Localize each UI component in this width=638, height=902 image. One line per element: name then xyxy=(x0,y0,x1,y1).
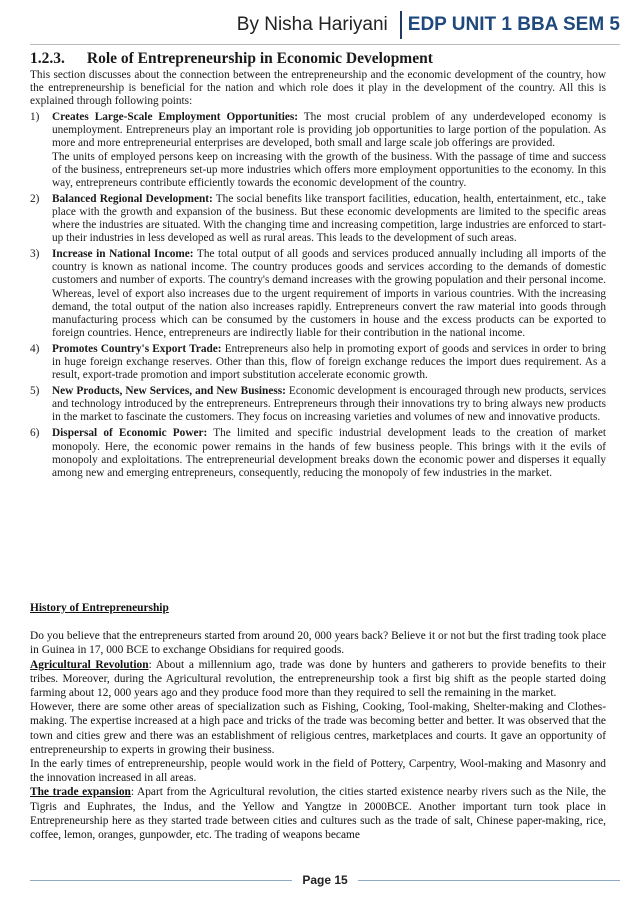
list-item xyxy=(30,343,606,382)
history-paragraph: However, there are some other areas of specialization such as Fishing, Cooking, Tool-making, Shelter-making and Clothes-making. The expertise increased at a high pace and tricks of the trade was becoming better and better. It was observed that the town and cities grew and there was an establishment of religious centres, marketplaces and courts. It gave an opportunity of entrepreneurship to experts in growing their business. xyxy=(30,701,606,756)
list-item xyxy=(30,385,606,424)
section-title xyxy=(30,50,606,67)
item-heading: Balanced Regional Development: xyxy=(52,192,213,205)
item-number: 3) xyxy=(30,248,40,261)
item-number: 4) xyxy=(30,342,40,355)
item-number: 6) xyxy=(30,427,40,440)
item-text: The social benefits like transport facilities, education, health, entertainment, etc., take place with the growth and expansion of the business. But these economic developments are limited to the specific areas where the industries are situated. With the changing time and increasing competition, large industries are enforced to start-up their industries in less developed as well as rural areas. This leads to the development of such areas. xyxy=(52,192,606,245)
item-text: Economic development is encouraged through new products, services and technology introduced by the entrepreneurs. Entrepreneurs through their innovations try to bring always new products in the market to fascinate the customers. They focus on increasing varieties and volumes of new and innovative products. xyxy=(52,385,606,424)
section-number: 1.2.3. xyxy=(30,50,65,67)
item-heading: Increase in National Income: xyxy=(52,248,194,261)
history-paragraph xyxy=(30,658,606,701)
history-section xyxy=(30,601,606,842)
item-heading: Promotes Country's Export Trade: xyxy=(52,342,222,355)
page-number: Page 15 xyxy=(302,873,348,887)
list-item xyxy=(30,193,606,245)
item-heading: Dispersal of Economic Power: xyxy=(52,427,208,440)
list-item xyxy=(30,248,606,340)
scanned-section xyxy=(30,50,606,480)
subheading-trade: The trade expansion xyxy=(30,786,131,799)
course-title: EDP UNIT 1 BBA SEM 5 xyxy=(407,14,620,35)
item-number: 5) xyxy=(30,385,40,398)
item-text: Entrepreneurs also help in promoting export of goods and services in order to bring in huge foreign exchange reserves. Other than this, flow of foreign exchange reduces the import dues requirement. As a result, export-trade promotion and import substitution accelerate economic growth. xyxy=(52,342,606,382)
list-item xyxy=(30,427,606,479)
history-paragraph xyxy=(30,785,606,842)
history-text: : About a millennium ago, trade was done by hunters and gatherers to provide benefits to their tribes. Moreover, during the Agricultural revolution, the entrepreneurship took a first big shift as the people started doing farming about 12, 000 years ago and they produce food more than they required to sell the remaining in the market. xyxy=(30,658,607,700)
section-intro: This section discusses about the connection between the entrepreneurship and the economic development of the country, how the entrepreneurship is beneficial for the nation and which role does it play in the development of the country. All this is explained through following points: xyxy=(30,69,606,108)
item-heading: New Products, New Services, and New Business: xyxy=(52,385,286,398)
history-paragraph: In the early times of entrepreneurship, people would work in the field of Pottery, Carpentry, Wool-making and Masonry and the innovation increased in all areas. xyxy=(30,758,606,785)
section-title-text: Role of Entrepreneurship in Economic Development xyxy=(86,50,433,67)
list-item xyxy=(30,111,606,150)
item-text: The total output of all goods and services produced annually including all imports of the country is known as national income. The country produces goods and services according to the demands of domestic customers and number of exports. The country's demand increases with the growing population and their personal income. Whereas, level of export also increases due to the urgent requirement of imports in various countries. With the increasing demand, the total output of the nation also increases rapidly. Entrepreneurs convert the raw material into goods through manufacturing process which can be consumed by the customers in house and the excess products can be exported to foreign countries. Hence, entrepreneurs are indirectly liable for their contribution in the national income. xyxy=(52,248,606,339)
item-extra-text: The units of employed persons keep on increasing with the growth of the business. With the passage of time and success of the business, entrepreneurs set-up more industries which offers more employment opportunities to the economy. In this way, entrepreneurs contribute efficiently towards the economic development of the country. xyxy=(52,150,606,189)
history-paragraph: Do you believe that the entrepreneurs started from around 20, 000 years back? Believe it or not but the first trading took place in Guinea in 17, 000 BCE to exchange Obsidians for required goods. xyxy=(30,630,606,657)
footer-rule-right xyxy=(358,880,620,881)
item-text: The limited and specific industrial development leads to the creation of market monopoly. Here, the economic power remains in the hands of few business people. This brings with it the evils of monopoly and exploitations. The entrepreneurial development breaks down the economic power and disperses it equally among new and emerging entrepreneurs, consequently, reducing the monopoly of few industries in the market. xyxy=(52,427,606,479)
item-text: The most crucial problem of any underdeveloped economy is unemployment. Entrepreneurs play an important role is providing job opportunities to large portion of the population. As more and more entrepreneurial enterprises are developed, both small and large scale job offerings are provided. xyxy=(52,111,606,150)
header-rule xyxy=(30,44,620,45)
item-number: 1) xyxy=(30,111,40,124)
item-number: 2) xyxy=(30,192,40,205)
footer-rule-left xyxy=(30,880,292,881)
page-header xyxy=(237,8,620,42)
author-name: By Nisha Hariyani xyxy=(236,14,388,35)
page-footer xyxy=(30,868,620,892)
history-heading: History of Entrepreneurship xyxy=(30,602,169,614)
history-text: : Apart from the Agricultural revolution, the cities started existence nearby rivers such as the Nile, the Tigris and Euphrates, the Indus, and the Yellow and Yangtze in 2000BCE. Another important turn took place in Entrepreneurship here as they started trade between cities and cultures such as the trade of salt, Chinese paper-making, rice, coffee, lemon, oranges, gunpowder, etc. The trading of weapons became xyxy=(30,786,606,842)
subheading-agricultural: Agricultural Revolution xyxy=(30,658,149,671)
item-heading: Creates Large-Scale Employment Opportunities: xyxy=(52,111,299,124)
header-divider xyxy=(400,11,402,39)
